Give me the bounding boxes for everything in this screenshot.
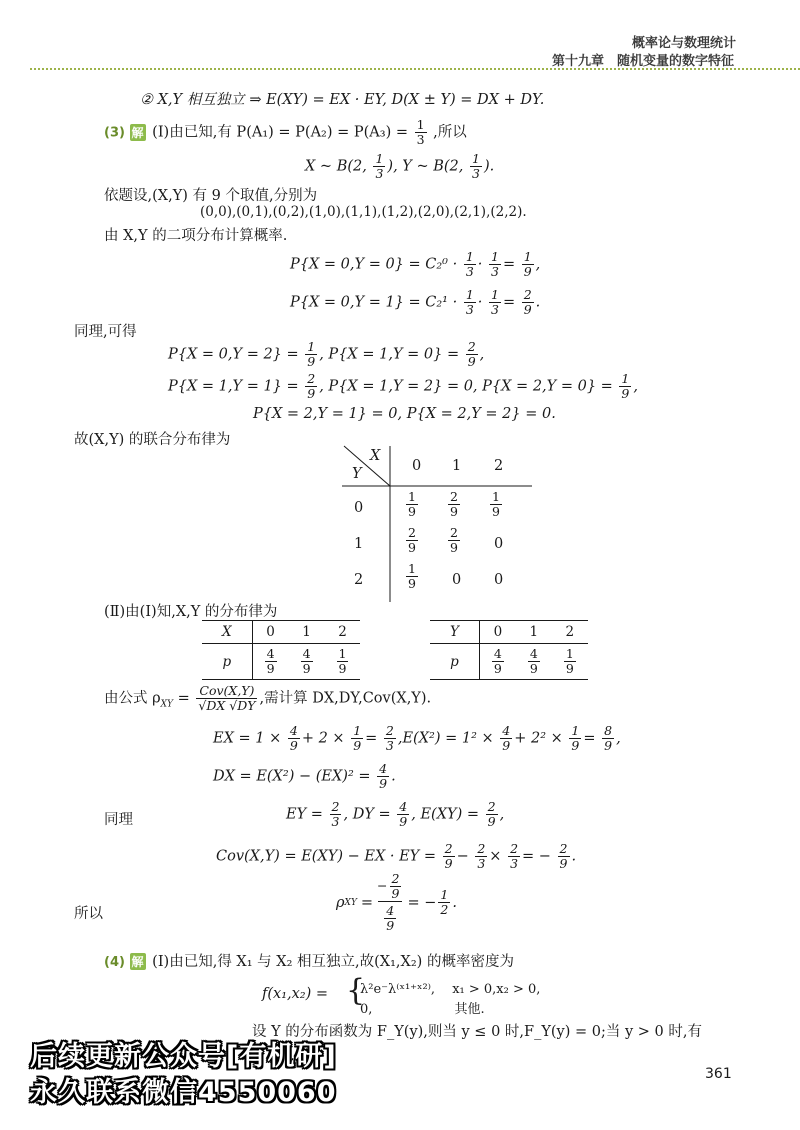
marginal-y-table: Y 0 1 2 p $\frac{4}{9}$ $\frac{4}{9}$ $\frac{1}{9}$ <box>430 620 588 680</box>
solution-badge: 解 <box>131 125 144 140</box>
prob-p01: P{X = 0,Y = 1} = C₂¹ · $\frac{1}{3}$ · $\frac{1}{3}$ = $\frac{2}{9}$ . <box>290 287 541 317</box>
density-label: f(x₁,x₂) = <box>262 986 329 1002</box>
cell: 0 <box>494 536 504 552</box>
section-text: (Ⅰ)由已知,得 X₁ 与 X₂ 相互独立,故(X₁,X₂) 的概率密度为 <box>152 954 514 970</box>
marginal-x-table: X 0 1 2 p $\frac{4}{9}$ $\frac{4}{9}$ $\frac{1}{9}$ <box>202 620 360 680</box>
value: 0 <box>266 624 275 640</box>
fraction: $\frac{1}{3}$ <box>416 117 425 147</box>
property-line: ② X,Y 相互独立 ⇒ E(XY) = EX · EY, D(X ± Y) = DX + DY. <box>140 92 545 108</box>
cell: $\frac{1}{9}$ <box>408 489 416 519</box>
value: 1 <box>529 624 539 640</box>
text-line: 设 Y 的分布函数为 F_Y(y),则当 y ≤ 0 时,F_Y(y) = 0;当 y > 0 时,有 <box>252 1024 702 1040</box>
value: 2 <box>338 624 347 640</box>
binomial-line: X ~ B(2, $\frac{1}{3}$ ), Y ~ B(2, $\frac{1}{3}$ ). <box>305 151 495 181</box>
value-list: (0,0),(0,1),(0,2),(1,0),(1,1),(1,2),(2,0),(2,1),(2,2). <box>200 204 527 220</box>
ey-line: EY = $\frac{2}{3}$ , DY = $\frac{4}{9}$ , E(XY) = $\frac{2}{9}$ , <box>286 799 505 829</box>
text-line: 依题设,(X,Y) 有 9 个取值,分别为 <box>104 188 318 204</box>
cell: 0 <box>452 572 462 588</box>
text-line: 同理,可得 <box>74 324 137 340</box>
text-line: (Ⅱ)由(Ⅰ)知,X,Y 的分布律为 <box>104 604 278 620</box>
section-number: (3) <box>104 125 125 141</box>
var-label: X <box>202 621 252 644</box>
x-value: 0 <box>412 458 422 474</box>
header-divider <box>30 68 800 70</box>
x-value: 2 <box>494 458 504 474</box>
density-case-1: λ²e⁻λ⁽ˣ¹⁺ˣ²⁾, x₁ > 0,x₂ > 0, <box>360 982 541 997</box>
text-line: 所以 <box>74 906 103 922</box>
var-label: Y <box>430 621 479 644</box>
value: 2 <box>565 624 575 640</box>
ex-line: EX = 1 × $\frac{4}{9}$ + 2 × $\frac{1}{9}$ = $\frac{2}{3}$ ,E(X²) = 1² × $\frac{4}{9}$ + 2² × $\frac{1}{9}$ = $\frac{8}{9}$ , <box>213 723 621 753</box>
section-4-line <box>104 950 514 971</box>
value: 0 <box>493 624 503 640</box>
value: 1 <box>302 624 311 640</box>
watermark-line-2: 永久联系微信4550060 <box>30 1077 337 1108</box>
dx-line: DX = E(X²) − (EX)² = $\frac{4}{9}$ . <box>213 761 396 791</box>
prob-p00: P{X = 0,Y = 0} = C₂⁰ · $\frac{1}{3}$ · $\frac{1}{3}$ = $\frac{1}{9}$ , <box>290 249 541 279</box>
chapter-title: 第十九章 随机变量的数字特征 <box>552 54 735 69</box>
p-label: p <box>202 644 252 680</box>
cell: $\frac{2}{9}$ <box>450 489 458 519</box>
y-value: 0 <box>354 500 364 516</box>
cell: $\frac{2}{9}$ <box>450 525 458 555</box>
cell: $\frac{1}{9}$ <box>492 489 500 519</box>
rho-result: ρ XY = − $\frac{2}{9}$ $\frac{4}{9}$ = − $\frac{1}{2}$ . <box>336 871 457 933</box>
y-value: 1 <box>354 536 364 552</box>
joint-table-lines <box>342 444 532 602</box>
text-line: 同理 <box>104 812 133 828</box>
cell: 0 <box>494 572 504 588</box>
rho-formula-line: 由公式 $\rho_{XY}$ = $\frac{\text{Cov(X,Y)}}{√DX √DY}$ ,需计算 DX,DY,Cov(X,Y). <box>104 683 432 713</box>
col-header: X <box>370 448 381 464</box>
text-line: 故(X,Y) 的联合分布律为 <box>74 432 231 448</box>
section-text-end: ,所以 <box>433 124 467 141</box>
book-title: 概率论与数理统计 <box>632 36 737 51</box>
brace: { <box>346 973 366 1008</box>
page-number: 361 <box>705 1066 732 1082</box>
cell: $\frac{2}{9}$ <box>408 525 416 555</box>
section-number: (4) <box>104 955 125 970</box>
section-text: (Ⅰ)由已知,有 P(A₁) = P(A₂) = P(A₃) = <box>152 124 408 141</box>
cell: $\frac{1}{9}$ <box>408 561 416 591</box>
prob-p21-p22: P{X = 2,Y = 1} = 0, P{X = 2,Y = 2} = 0. <box>253 406 556 422</box>
row-header: Y <box>352 466 362 482</box>
section-3-line <box>104 118 467 147</box>
prob-p11-p20: P{X = 1,Y = 1} = $\frac{2}{9}$ , P{X = 1,Y = 2} = 0, P{X = 2,Y = 0} = $\frac{1}{9}$ , <box>168 371 638 401</box>
joint-table <box>342 444 532 602</box>
compound-fraction: − $\frac{2}{9}$ $\frac{4}{9}$ <box>377 872 403 933</box>
text-line: 由 X,Y 的二项分布计算概率. <box>104 228 288 244</box>
solution-badge: 解 <box>131 955 144 969</box>
x-value: 1 <box>452 458 462 474</box>
y-value: 2 <box>354 572 364 588</box>
prob-p02-p10: P{X = 0,Y = 2} = $\frac{1}{9}$ , P{X = 1,Y = 0} = $\frac{2}{9}$ , <box>168 339 485 369</box>
watermark-line-1: 后续更新公众号[有机研] <box>30 1041 337 1072</box>
p-label: p <box>430 644 479 680</box>
density-case-2: 0, 其他. <box>360 1002 485 1017</box>
cov-line: Cov(X,Y) = E(XY) − EX · EY = $\frac{2}{9}$ − $\frac{2}{3}$ × $\frac{2}{3}$ = − $\frac{2}{9}$ . <box>216 841 577 871</box>
